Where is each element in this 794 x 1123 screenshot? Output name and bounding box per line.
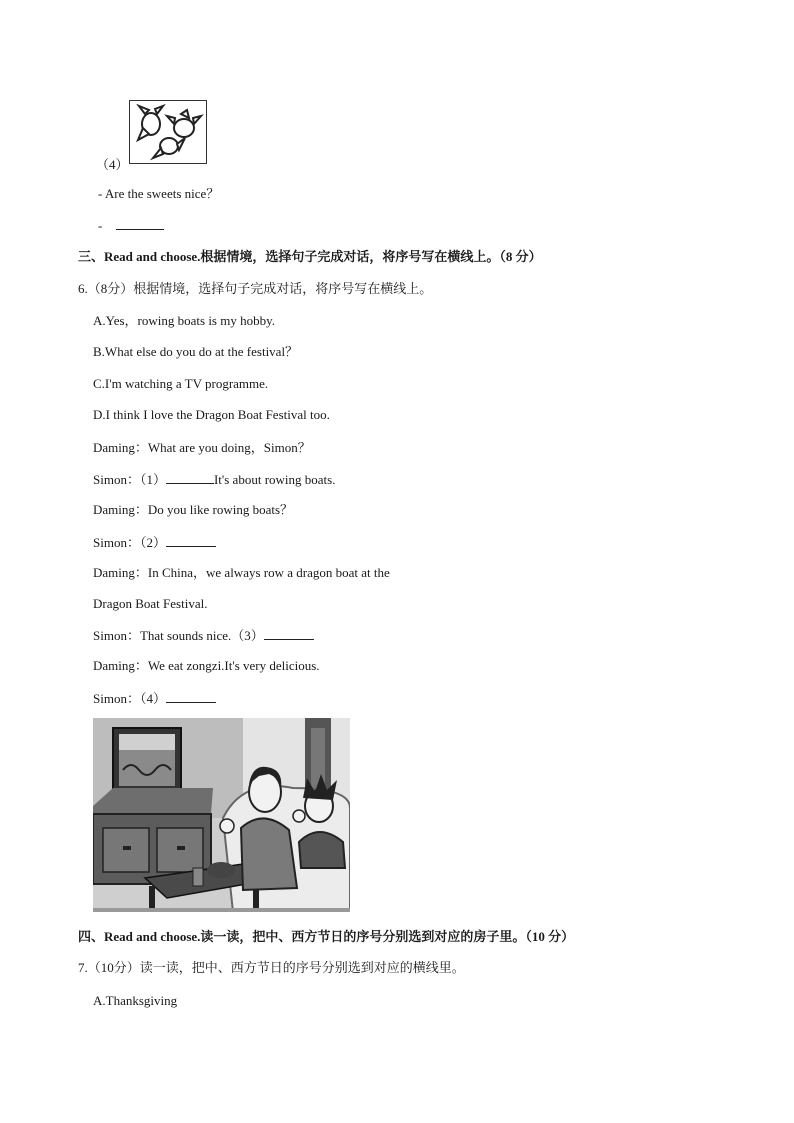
candy-illustration [129,100,207,164]
question-7-stem: 7.（10分）读一读，把中、西方节日的序号分别选到对应的横线里。 [78,960,465,975]
section-4-heading: 四、Read and choose.读一读，把中、西方节日的序号分别选到对应的房子里。（10 分） [78,929,575,944]
dialogue-continuation: It's about rowing boats. [213,472,336,487]
answer-line [98,217,164,234]
dialogue-line-1: Daming：What are you doing，Simon？ [93,440,311,455]
answer-blank[interactable] [116,217,164,230]
option-a-thanksgiving: A.Thanksgiving [93,993,178,1008]
answer-prefix: - [98,218,103,233]
answer-blank-3[interactable] [264,627,314,640]
dialogue-line-8: Daming：We eat zongzi.It's very delicious. [93,658,320,673]
answer-blank-2[interactable] [166,534,216,547]
dialogue-speaker-label: Simon：（2） [93,535,166,550]
answer-blank-4[interactable] [166,690,216,703]
dialogue-line-4 [93,534,216,551]
sweets-image [129,100,207,164]
option-d: D.I think I love the Dragon Boat Festival too. [93,407,330,422]
dialogue-line-2 [93,471,335,488]
dialogue-line-9 [93,690,216,707]
dialogue-line-5: Daming：In China，we always row a dragon boat at the [93,565,390,580]
option-c: C.I'm watching a TV programme. [93,376,269,391]
dialogue-speaker-label: Simon：That sounds nice.（3） [93,628,264,643]
dialogue-line-3: Daming：Do you like rowing boats？ [93,502,294,517]
tv-room-image [93,718,350,912]
item-number-label: （4） [96,157,129,172]
tv-room-illustration [93,718,350,912]
option-b: B.What else do you do at the festival？ [93,344,299,359]
dialogue-line-6: Dragon Boat Festival. [93,596,208,611]
question-text: - Are the sweets nice？ [98,186,220,201]
section-3-heading: 三、Read and choose.根据情境，选择句子完成对话，将序号写在横线上。（8 分） [78,249,542,264]
answer-blank-1[interactable] [166,471,214,484]
dialogue-line-7 [93,627,314,644]
option-a: A.Yes，rowing boats is my hobby. [93,313,276,328]
question-6-stem: 6.（8分）根据情境，选择句子完成对话，将序号写在横线上。 [78,281,433,296]
dialogue-speaker-label: Simon：（1） [93,472,166,487]
dialogue-speaker-label: Simon：（4） [93,691,166,706]
